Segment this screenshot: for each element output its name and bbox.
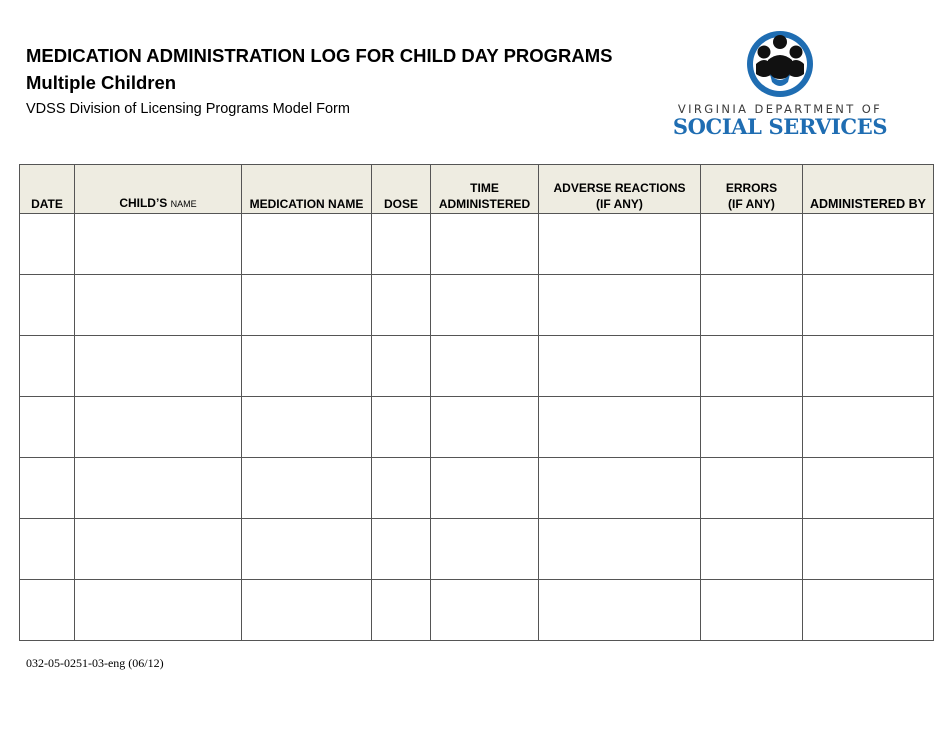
- cell-child-name[interactable]: [75, 458, 242, 519]
- column-header-adverse-reactions: ADVERSE REACTIONS (IF ANY): [539, 165, 701, 214]
- cell-child-name[interactable]: [75, 336, 242, 397]
- cell-medication-name[interactable]: [242, 458, 372, 519]
- cell-medication-name[interactable]: [242, 214, 372, 275]
- cell-administered-by[interactable]: [803, 214, 934, 275]
- cell-dose[interactable]: [372, 397, 431, 458]
- table-body: [20, 214, 934, 641]
- cell-medication-name[interactable]: [242, 397, 372, 458]
- cell-time-administered[interactable]: [431, 397, 539, 458]
- cell-child-name[interactable]: [75, 580, 242, 641]
- cell-errors[interactable]: [701, 397, 803, 458]
- column-header-child-name: CHILD’S NAME: [75, 165, 242, 214]
- cell-medication-name[interactable]: [242, 336, 372, 397]
- cell-medication-name[interactable]: [242, 519, 372, 580]
- cell-errors[interactable]: [701, 275, 803, 336]
- column-header-medication-name: MEDICATION NAME: [242, 165, 372, 214]
- cell-errors[interactable]: [701, 336, 803, 397]
- cell-administered-by[interactable]: [803, 336, 934, 397]
- cell-date[interactable]: [20, 397, 75, 458]
- table-header-row: [20, 165, 934, 214]
- table-row: [20, 519, 934, 580]
- cell-medication-name[interactable]: [242, 275, 372, 336]
- cell-time-administered[interactable]: [431, 336, 539, 397]
- table-row: [20, 397, 934, 458]
- cell-time-administered[interactable]: [431, 214, 539, 275]
- vdss-logo: [672, 30, 888, 138]
- cell-time-administered[interactable]: [431, 519, 539, 580]
- column-header-dose: DOSE: [372, 165, 431, 214]
- cell-administered-by[interactable]: [803, 275, 934, 336]
- column-header-time-administered: TIME ADMINISTERED: [431, 165, 539, 214]
- cell-time-administered[interactable]: [431, 275, 539, 336]
- cell-administered-by[interactable]: [803, 458, 934, 519]
- model-form-label: VDSS Division of Licensing Programs Model Form: [26, 101, 350, 117]
- cell-dose[interactable]: [372, 214, 431, 275]
- cell-adverse-reactions[interactable]: [539, 519, 701, 580]
- cell-date[interactable]: [20, 275, 75, 336]
- cell-dose[interactable]: [372, 580, 431, 641]
- cell-errors[interactable]: [701, 214, 803, 275]
- cell-adverse-reactions[interactable]: [539, 275, 701, 336]
- cell-dose[interactable]: [372, 275, 431, 336]
- table-row: [20, 580, 934, 641]
- cell-medication-name[interactable]: [242, 580, 372, 641]
- cell-administered-by[interactable]: [803, 519, 934, 580]
- cell-date[interactable]: [20, 580, 75, 641]
- cell-dose[interactable]: [372, 458, 431, 519]
- medication-log-table: [19, 164, 934, 641]
- cell-adverse-reactions[interactable]: [539, 214, 701, 275]
- column-header-date: DATE: [20, 165, 75, 214]
- table-row: [20, 336, 934, 397]
- cell-administered-by[interactable]: [803, 580, 934, 641]
- cell-dose[interactable]: [372, 336, 431, 397]
- cell-errors[interactable]: [701, 580, 803, 641]
- cell-date[interactable]: [20, 336, 75, 397]
- cell-date[interactable]: [20, 458, 75, 519]
- cell-child-name[interactable]: [75, 214, 242, 275]
- cell-errors[interactable]: [701, 458, 803, 519]
- form-subtitle: Multiple Children: [26, 72, 177, 93]
- cell-adverse-reactions[interactable]: [539, 458, 701, 519]
- table-row: [20, 214, 934, 275]
- cell-adverse-reactions[interactable]: [539, 580, 701, 641]
- form-number: 032-05-0251-03-eng (06/12): [26, 656, 164, 670]
- cell-child-name[interactable]: [75, 275, 242, 336]
- table-row: [20, 275, 934, 336]
- cell-date[interactable]: [20, 519, 75, 580]
- cell-date[interactable]: [20, 214, 75, 275]
- cell-adverse-reactions[interactable]: [539, 397, 701, 458]
- form-title: MEDICATION ADMINISTRATION LOG FOR CHILD DAY PROGRAMS: [26, 45, 613, 66]
- logo-department-text: VIRGINIA DEPARTMENT OF: [677, 102, 883, 116]
- column-header-administered-by: ADMINISTERED BY: [803, 165, 934, 214]
- logo-services-text: SOCIAL SERVICES: [672, 114, 888, 139]
- cell-child-name[interactable]: [75, 397, 242, 458]
- cell-time-administered[interactable]: [431, 580, 539, 641]
- cell-administered-by[interactable]: [803, 397, 934, 458]
- form-header: [26, 44, 613, 119]
- table-row: [20, 458, 934, 519]
- column-header-errors: ERRORS (IF ANY): [701, 165, 803, 214]
- cell-dose[interactable]: [372, 519, 431, 580]
- cell-errors[interactable]: [701, 519, 803, 580]
- cell-child-name[interactable]: [75, 519, 242, 580]
- cell-adverse-reactions[interactable]: [539, 336, 701, 397]
- cell-time-administered[interactable]: [431, 458, 539, 519]
- family-logo-icon: [742, 30, 818, 98]
